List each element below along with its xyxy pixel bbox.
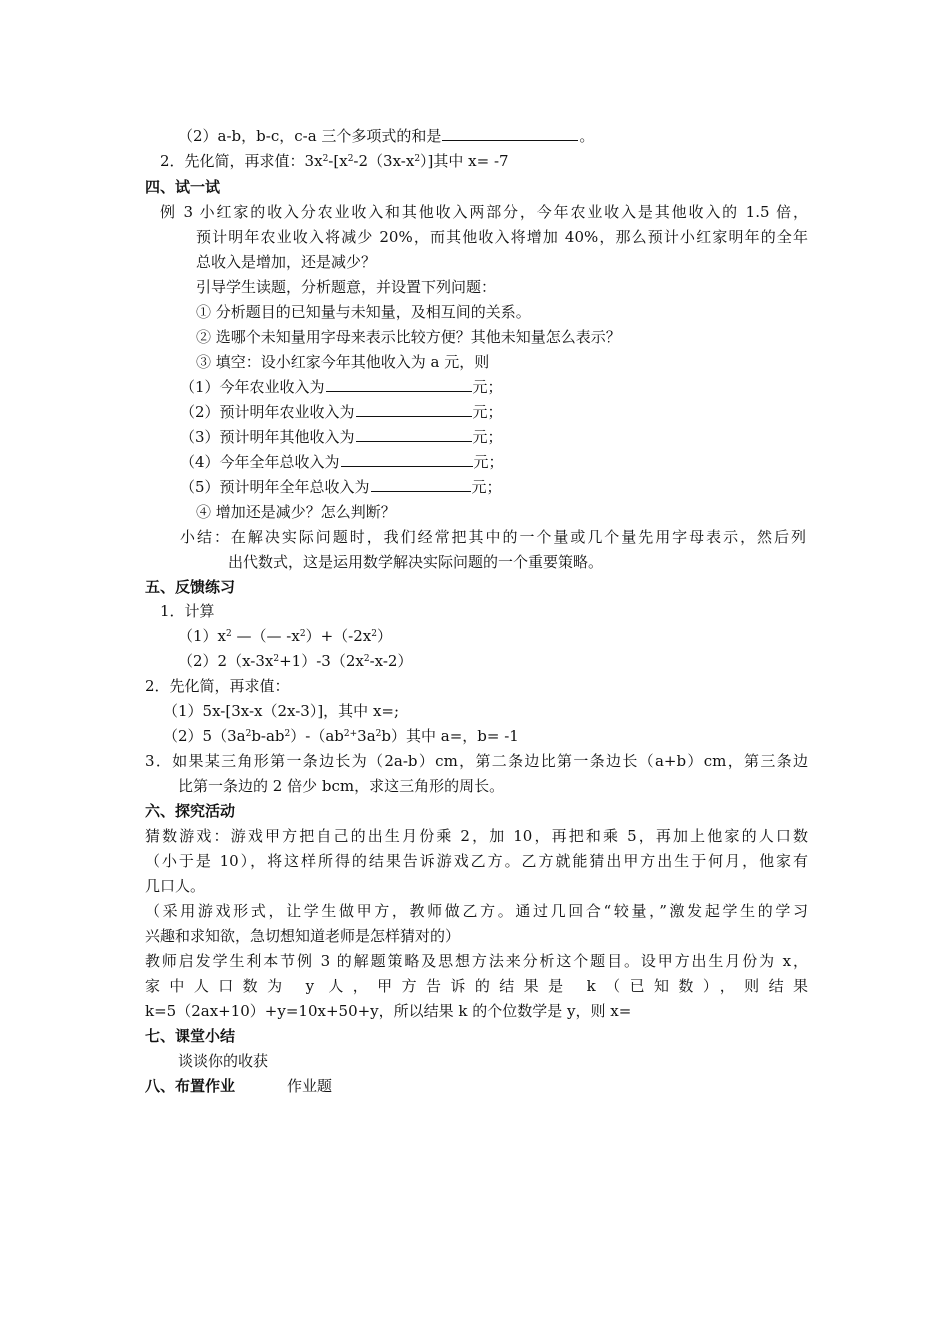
answer-blank [356, 402, 472, 417]
question-text-end: 。 [579, 127, 595, 145]
answer-blank [371, 477, 471, 492]
game-line-4: （采用游戏形式，让学生做甲方，教师做乙方。通过几回合“较量，”激发起学生的学习 [145, 902, 808, 920]
practice-1-title: 1．计算 [160, 602, 215, 620]
fill-item-4: （4）今年全年总收入为 元； [180, 453, 504, 471]
section-heading-6: 六、探究活动 [145, 802, 236, 820]
fill-item-1: （1）今年农业收入为 元； [180, 378, 503, 396]
homework-text: 作业题 [287, 1077, 333, 1095]
fill-item-3: （3）预计明年其他收入为 元； [180, 428, 503, 446]
example-3-line-2: 预计明年农业收入将减少 20%，而其他收入将增加 40%，那么预计小红家明年的全年 [196, 228, 808, 246]
game-line-2: （小于是 10），将这样所得的结果告诉游戏乙方。乙方就能猜出甲方出生于何月，他家有 [145, 852, 808, 870]
answer-blank [356, 427, 472, 442]
practice-1-item-1: $(1)x^2$ —（— $-x^2)+(-2x^2)$ [178, 627, 392, 645]
example-3-line-3: 总收入是增加，还是减少？ [196, 253, 377, 271]
section-heading-7: 七、课堂小结 [145, 1027, 236, 1045]
game-line-1: 猜数游戏：游戏甲方把自己的出生月份乘 2，加 10，再把和乘 5，再加上他家的人口数 [145, 827, 808, 845]
example-3-line-1: 例 3 小红家的收入分农业收入和其他收入两部分，今年农业收入是其他收入的 1.5 倍， [160, 203, 808, 221]
practice-2-item-2: $(2)5(3a^2b-ab^2)-(ab^{2+}3a^2b)$其中 a=，b= -1 [163, 727, 519, 745]
answer-blank [442, 126, 578, 141]
section-heading-5: 五、反馈练习 [145, 578, 236, 596]
fill-item-2: （2）预计明年农业收入为 元； [180, 403, 503, 421]
game-line-7: 家中人口数为 y 人，甲方告诉的结果是 k（已知数），则结果 [145, 977, 808, 995]
practice-1-item-2: $(2)2(x-3x^2+1)-3(2x^2-x-2)$ [178, 652, 413, 670]
summary-line-2: 出代数式，这是运用数学解决实际问题的一个重要策略。 [228, 553, 604, 571]
game-line-8: k=5（2ax+10）+y=10x+50+y，所以结果 k 的个位数学是 y，则 x= [145, 1002, 632, 1020]
guide-question-2: ② 选哪个未知量用字母来表示比较方便？其他未知量怎么表示？ [196, 328, 621, 346]
polynomial-sum-question [178, 126, 594, 148]
guide-question-1: ① 分析题目的已知量与未知量，及相互间的关系。 [196, 303, 531, 321]
simplify-evaluate-question: 2．先化简，再求值：$3x^2-[x^2-2(3x-x^2)]$其中 x= -7 [160, 152, 509, 170]
answer-blank [341, 452, 473, 467]
question-text: （2）a-b，b-c，c-a 三个多项式的和是 [178, 127, 442, 145]
answer-blank [326, 377, 472, 392]
practice-3-line-1: 3．如果某三角形第一条边长为（2a-b）cm，第二条边比第一条边长（a+b）cm，第三条边 [145, 752, 808, 770]
guide-text: 引导学生读题，分析题意，并设置下列问题： [196, 278, 497, 296]
guide-question-3: ③ 填空：设小红家今年其他收入为 a 元，则 [196, 353, 490, 371]
class-summary-text: 谈谈你的收获 [178, 1052, 269, 1070]
section-heading-4: 四、试一试 [145, 178, 221, 196]
summary-line-1: 小结：在解决实际问题时，我们经常把其中的一个量或几个量先用字母表示，然后列 [180, 528, 806, 546]
game-line-5: 兴趣和求知欲，急切想知道老师是怎样猜对的） [145, 927, 461, 945]
homework-line [145, 1076, 332, 1098]
fill-item-5: （5）预计明年全年总收入为 元； [180, 478, 502, 496]
game-line-6: 教师启发学生利本节例 3 的解题策略及思想方法来分析这个题目。设甲方出生月份为 x， [145, 952, 808, 970]
practice-2-title: 2．先化简，再求值： [145, 677, 290, 695]
practice-3-line-2: 比第一条边的 2 倍少 bcm，求这三角形的周长。 [178, 777, 505, 795]
guide-question-4: ④ 增加还是减少？怎么判断？ [196, 503, 396, 521]
game-line-3: 几口人。 [145, 877, 206, 895]
section-heading-8: 八、布置作业 [145, 1077, 236, 1095]
practice-2-item-1: （1）5x-[3x-x（2x-3）]，其中 x=; [163, 702, 400, 720]
